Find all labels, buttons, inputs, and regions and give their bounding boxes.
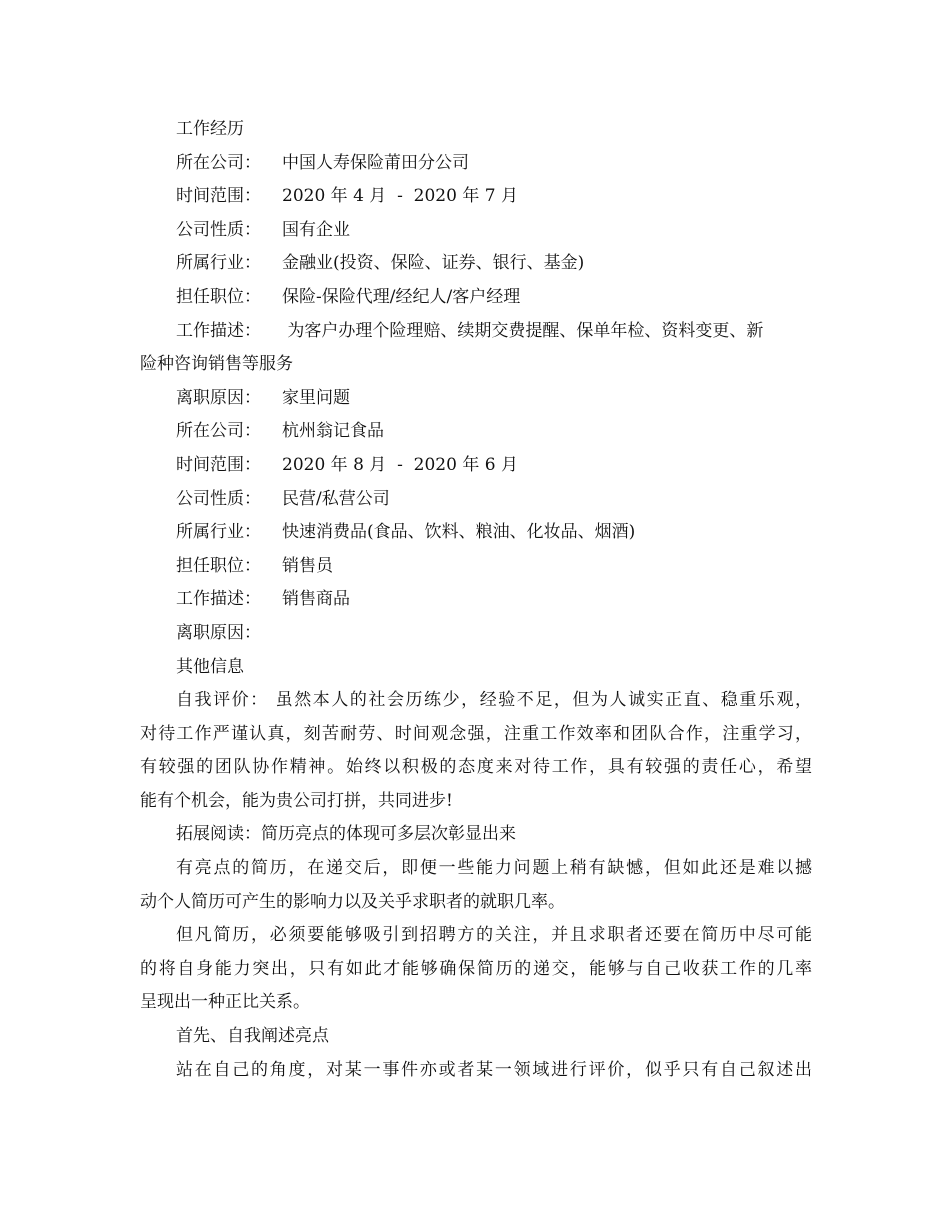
field-label: 担任职位： <box>176 555 261 576</box>
field-label: 所在公司： <box>176 421 261 442</box>
field-label: 担任职位： <box>176 286 261 307</box>
paragraph-line: 呈现出一种正比关系。 <box>140 992 310 1013</box>
field-label: 所在公司： <box>176 152 261 173</box>
field-value: 销售员 <box>282 555 333 576</box>
job2-position-row <box>140 550 812 584</box>
section-heading: 首先、自我阐述亮点 <box>176 1026 329 1047</box>
field-value: 2020 年 8 月 - 2020 年 6 月 <box>282 454 518 475</box>
field-value: 国有企业 <box>282 219 350 240</box>
field-label: 公司性质： <box>176 219 261 240</box>
job1-description-continued: 险种咨询销售等服务 <box>140 354 293 375</box>
job1-description-row <box>140 315 812 349</box>
job1-company-row <box>140 147 812 181</box>
work-history-heading: 工作经历 <box>176 119 244 139</box>
field-value: 为客户办理个险理赔、续期交费提醒、保单年检、资料变更、新 <box>282 320 764 341</box>
field-value: 金融业(投资、保险、证券、银行、基金) <box>282 253 585 274</box>
paragraph-line: 动个人简历可产生的影响力以及关乎求职者的就职几率。 <box>140 891 565 912</box>
self-evaluation-line: 自我评价： 虽然本人的社会历练少，经验不足，但为人诚实正直、稳重乐观， <box>176 690 812 711</box>
job2-company-row <box>140 415 812 449</box>
self-evaluation-line: 有较强的团队协作精神。始终以积极的态度来对待工作，具有较强的责任心，希望 <box>140 757 812 778</box>
field-label: 时间范围： <box>176 454 261 475</box>
field-label: 工作描述： <box>176 589 261 610</box>
field-value: 销售商品 <box>282 589 350 610</box>
field-label: 所属行业： <box>176 253 261 274</box>
job1-nature-row <box>140 214 812 248</box>
field-label: 公司性质： <box>176 488 261 509</box>
job1-leave-reason-row <box>140 382 812 416</box>
job2-description-row <box>140 583 812 617</box>
paragraph-line: 的将自身能力突出，只有如此才能够确保简历的递交，能够与自己收获工作的几率 <box>140 958 812 979</box>
job2-industry-row <box>140 516 812 550</box>
field-label: 离职原因： <box>176 622 261 643</box>
job2-leave-reason-row <box>140 617 812 651</box>
paragraph-line: 站在自己的角度，对某一事件亦或者某一领域进行评价，似乎只有自己叙述出 <box>176 1059 812 1080</box>
field-value: 杭州翁记食品 <box>282 421 384 442</box>
field-value: 家里问题 <box>282 387 350 408</box>
job1-position-row <box>140 281 812 315</box>
job1-industry-row <box>140 247 812 281</box>
document-body <box>140 113 812 1087</box>
field-value: 2020 年 4 月 - 2020 年 7 月 <box>282 186 518 207</box>
field-value: 民营/私营公司 <box>282 488 390 509</box>
paragraph-line: 但凡简历，必须要能够吸引到招聘方的关注，并且求职者还要在简历中尽可能 <box>176 925 812 946</box>
field-value: 快速消费品(食品、饮料、粮油、化妆品、烟酒) <box>282 522 636 543</box>
field-value: 中国人寿保险莆田分公司 <box>282 152 469 173</box>
self-evaluation-line: 对待工作严谨认真，刻苦耐劳、时间观念强，注重工作效率和团队合作，注重学习， <box>140 723 812 744</box>
field-label: 所属行业： <box>176 522 261 543</box>
field-label: 离职原因： <box>176 387 261 408</box>
paragraph-line: 有亮点的简历，在递交后，即便一些能力问题上稍有缺憾，但如此还是难以撼 <box>176 858 812 879</box>
job2-period-row <box>140 449 812 483</box>
field-value: 保险-保险代理/经纪人/客户经理 <box>282 286 521 307</box>
job1-period-row <box>140 180 812 214</box>
field-label: 工作描述： <box>176 320 261 341</box>
job2-nature-row <box>140 483 812 517</box>
self-evaluation-line: 能有个机会，能为贵公司打拼，共同进步! <box>140 790 453 811</box>
field-label: 时间范围： <box>176 186 261 207</box>
other-info-heading: 其他信息 <box>176 656 244 677</box>
article-title: 拓展阅读：简历亮点的体现可多层次彰显出来 <box>176 824 516 845</box>
